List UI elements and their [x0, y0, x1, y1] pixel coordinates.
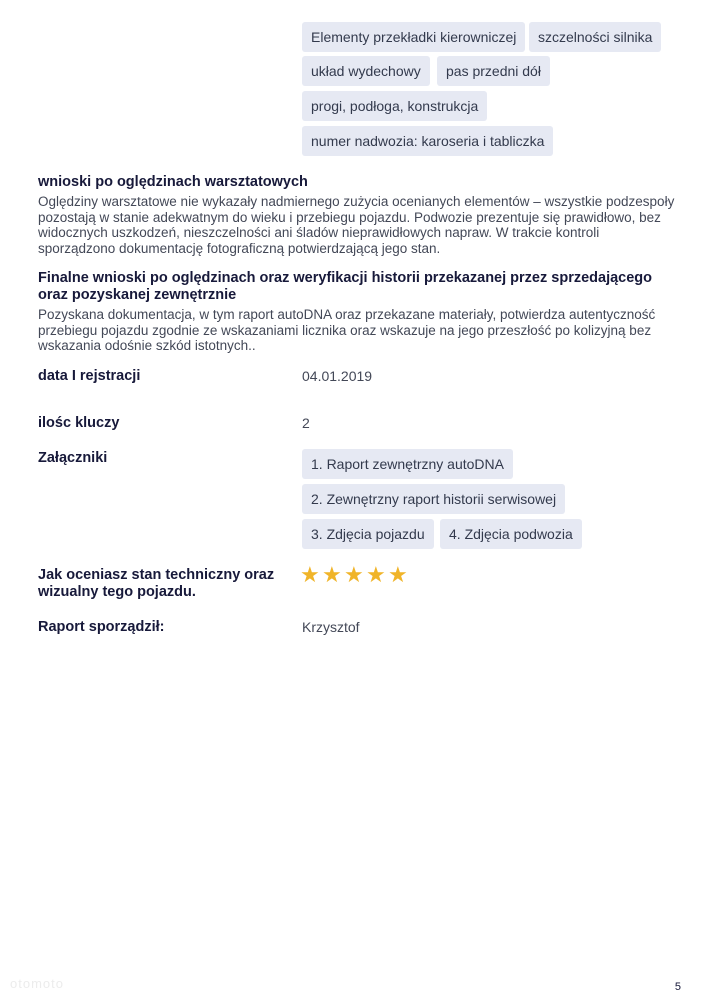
page-number: 5	[674, 981, 681, 993]
star-icon: ★	[300, 562, 320, 587]
star-icon: ★	[344, 562, 364, 587]
final-conclusions-text: Pozyskana dokumentacja, w tym raport autoDNA oraz przekazane materiały, potwierdza autentyczność przebiegu pojazdu zgodnie ze wskazaniami licznika oraz wskazuje na jego przeszłość po kolizyjną bez wskazania odośnie szkód istotnych..	[38, 307, 656, 353]
watermark-logo: otomoto	[10, 976, 64, 991]
star-icon: ★	[322, 562, 342, 587]
keys-count-label: ilośc kluczy	[38, 415, 120, 431]
attachments-label: Załączniki	[38, 450, 108, 466]
final-conclusions-heading: Finalne wnioski po oględzinach oraz weryfikacji historii przekazanej przez sprzedającego oraz pozyskanej zewnętrznie	[38, 270, 653, 303]
rating-stars	[300, 562, 408, 587]
registration-date-label: data I rejstracji	[38, 368, 141, 384]
star-icon: ★	[366, 562, 386, 587]
attachment-underbody-photos[interactable]: 4. Zdjęcia podwozia	[440, 519, 582, 549]
tag-vin: numer nadwozia: karoseria i tabliczka	[302, 126, 553, 156]
workshop-conclusions-text: Oględziny warsztatowe nie wykazały nadmiernego zużycia ocenianych elementów – wszystkie podzespoły pozostają w stanie adekwatnym do wieku i przebiegu pojazdu. Podwozie prezentuje się prawidłowo, bez widocznych uszkodzeń, nieszczelności ani śladów nieprawidłowych napraw. W trakcie kontroli sporządzono dokumentację fotograficzną potwierdzającą jego stan.	[38, 194, 675, 256]
attachment-service-history[interactable]: 2. Zewnętrzny raport historii serwisowej	[302, 484, 565, 514]
tag-engine-seals: szczelności silnika	[529, 22, 661, 52]
star-icon: ★	[388, 562, 408, 587]
author-value: Krzysztof	[302, 619, 360, 635]
keys-count-value: 2	[302, 415, 310, 431]
tag-sills-floor: progi, podłoga, konstrukcja	[302, 91, 487, 121]
workshop-conclusions-heading: wnioski po oględzinach warsztatowych	[38, 174, 308, 190]
tag-steering: Elementy przekładki kierowniczej	[302, 22, 525, 52]
author-label: Raport sporządził:	[38, 619, 165, 635]
rating-label: Jak oceniasz stan techniczny oraz wizualny tego pojazdu.	[38, 567, 275, 600]
attachment-autodna[interactable]: 1. Raport zewnętrzny autoDNA	[302, 449, 513, 479]
tag-front-bottom: pas przedni dół	[437, 56, 550, 86]
attachment-vehicle-photos[interactable]: 3. Zdjęcia pojazdu	[302, 519, 434, 549]
tag-exhaust: układ wydechowy	[302, 56, 430, 86]
registration-date-value: 04.01.2019	[302, 368, 373, 384]
